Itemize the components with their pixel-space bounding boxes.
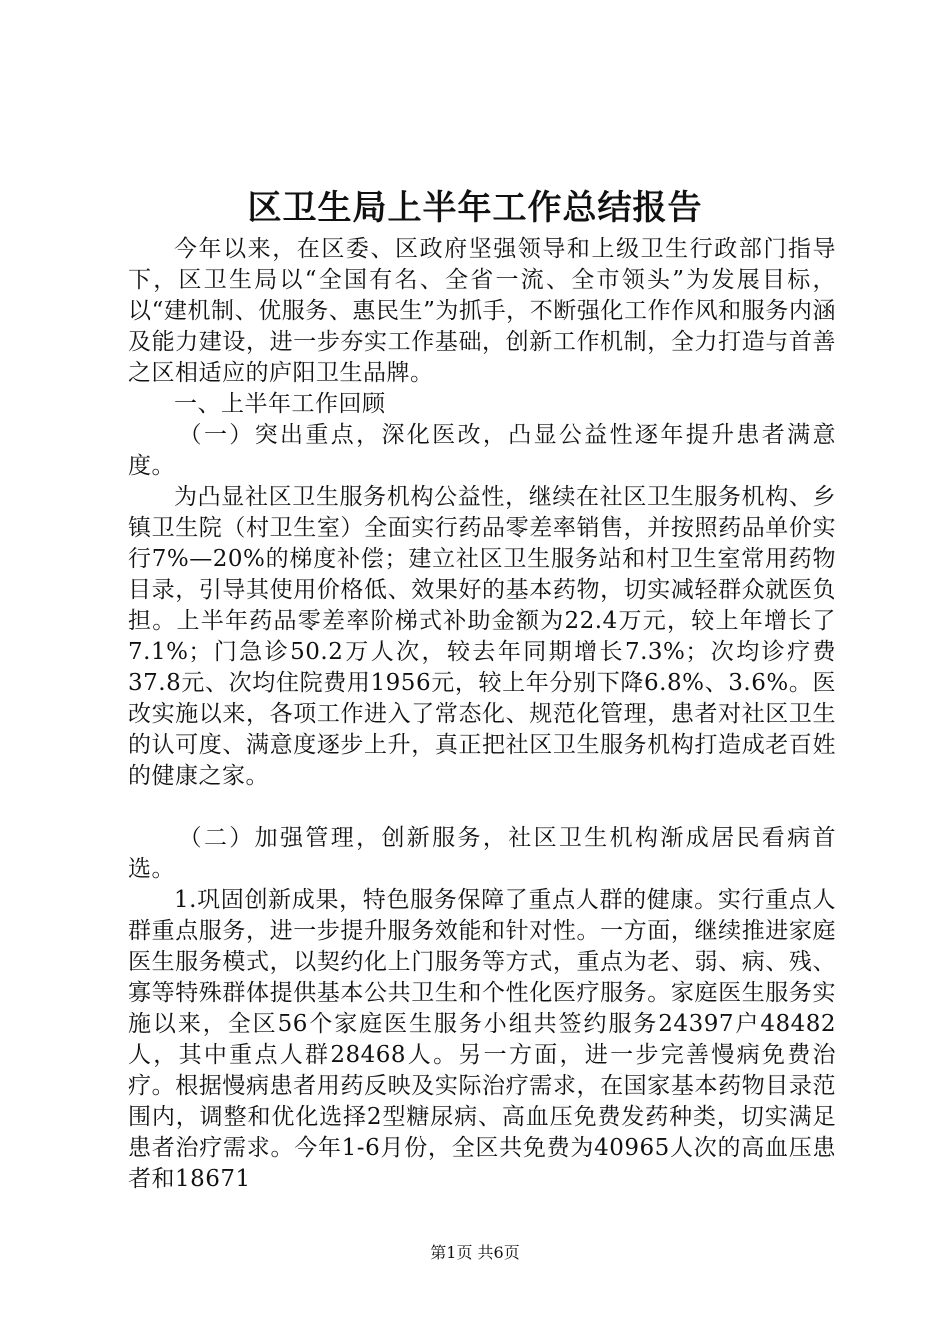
document-body — [128, 234, 836, 1195]
intro-paragraph: 今年以来，在区委、区政府坚强领导和上级卫生行政部门指导下，区卫生局以“全国有名、全省一流、全市领头”为发展目标，以“建机制、优服务、惠民生”为抓手，不断强化工作作风和服务内涵及能力建设，进一步夯实工作基础，创新工作机制，全力打造与首善之区相适应的庐阳卫生品牌。 — [128, 236, 836, 386]
section-heading: 一、上半年工作回顾 — [174, 391, 386, 417]
subsection-heading-2: （二）加强管理，创新服务，社区卫生机构渐成居民看病首选。 — [128, 825, 836, 882]
subsection-heading-1: （一）突出重点，深化医改，凸显公益性逐年提升患者满意度。 — [128, 422, 836, 479]
body-paragraph-2: 1.巩固创新成果，特色服务保障了重点人群的健康。实行重点人群重点服务，进一步提升服务效能和针对性。一方面，继续推进家庭医生服务模式，以契约化上门服务等方式，重点为老、弱、病、残、寡等特殊群体提供基本公共卫生和个性化医疗服务。家庭医生服务实施以来，全区56个家庭医生服务小组共签约服务24397户48482人，其中重点人群28468人。另一方面，进一步完善慢病免费治疗。根据慢病患者用药反映及实际治疗需求，在国家基本药物目录范围内，调整和优化选择2型糖尿病、高血压免费发药种类，切实满足患者治疗需求。今年1-6月份，全区共免费为40965人次的高血压患者和18671 — [128, 887, 836, 1192]
page-footer: 第1页 共6页 — [430, 1243, 520, 1262]
document-title: 区卫生局上半年工作总结报告 — [247, 188, 703, 228]
body-paragraph-1: 为凸显社区卫生服务机构公益性，继续在社区卫生服务机构、乡镇卫生院（村卫生室）全面实行药品零差率销售，并按照药品单价实行7%—20%的梯度补偿；建立社区卫生服务站和村卫生室常用药物目录，引导其使用价格低、效果好的基本药物，切实减轻群众就医负担。上半年药品零差率阶梯式补助金额为22.4万元，较上年增长了7.1%；门急诊50.2万人次，较去年同期增长7.3%；次均诊疗费37.8元、次均住院费用1956元，较上年分别下降6.8%、3.6%。医改实施以来，各项工作进入了常态化、规范化管理，患者对社区卫生的认可度、满意度逐步上升，真正把社区卫生服务机构打造成老百姓的健康之家。 — [128, 484, 836, 789]
